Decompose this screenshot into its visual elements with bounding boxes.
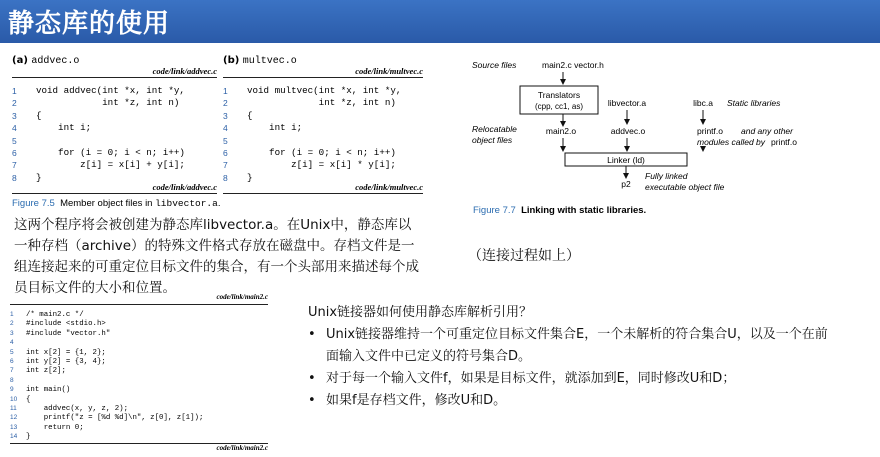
relocatable-label-1: Relocatable: [472, 124, 517, 134]
addvec-panel: [12, 55, 217, 205]
libvector-label: libvector.a: [607, 98, 647, 108]
code-text: }: [247, 171, 253, 183]
line-number: 4: [223, 123, 228, 134]
code-text: #include <stdio.h>: [26, 320, 106, 329]
line-number: 1: [12, 86, 17, 96]
figure-7-7-number: Figure 7.7: [473, 205, 516, 216]
main2-top-rule: [10, 304, 268, 305]
linker-label: Linker (ld): [607, 155, 645, 165]
multvec-path-bottom: code/link/multvec.c: [355, 182, 423, 192]
line-number: 5: [10, 348, 14, 356]
source-file-names: main2.c vector.h: [542, 60, 604, 70]
line-number: 6: [12, 148, 17, 158]
line-number: 1: [10, 311, 14, 318]
addvec-code: [12, 85, 217, 185]
line-number: 7: [10, 367, 14, 375]
code-text: {: [26, 395, 31, 404]
line-number: 3: [223, 110, 228, 121]
line-number: 8: [12, 172, 17, 183]
line-number: 5: [12, 135, 17, 146]
addvec-bottom-rule: [12, 193, 217, 194]
main2-code: [10, 310, 268, 440]
multvec-top-rule: [223, 77, 423, 78]
figure-7-7-text: Linking with static libraries.: [521, 205, 647, 216]
printfo-label: printf.o: [697, 126, 723, 136]
line-number: 11: [10, 405, 17, 412]
line-number: 8: [223, 172, 228, 183]
code-text: int *z, int n): [247, 97, 396, 109]
static-libraries-label: Static libraries: [727, 98, 781, 108]
addvec-label-letter: (a): [12, 55, 28, 66]
figure-7-5-caption: [12, 198, 220, 209]
description-line: 一种存档（archive）的特殊文件格式存放在磁盘中。存档文件是一: [14, 238, 415, 254]
line-number: 2: [10, 320, 14, 328]
bullet-line: 对于每一个输入文件f，如果是目标文件，就添加到E，同时修改U和D；: [326, 371, 736, 386]
library-description: [14, 215, 444, 299]
line-number: 4: [12, 123, 17, 134]
line-number: 10: [10, 395, 18, 403]
line-number: 6: [10, 358, 14, 365]
other-modules-1: and any other: [741, 126, 793, 136]
bullet-line: 如果f是存档文件，修改U和D。: [326, 393, 507, 408]
line-number: 2: [12, 98, 17, 109]
multvec-label: [223, 55, 297, 67]
code-text: {: [247, 109, 253, 121]
source-files-label: Source files: [472, 60, 517, 70]
main2-panel: [10, 293, 268, 454]
multvec-path-top: code/link/multvec.c: [355, 66, 423, 76]
code-text: for (i = 0; i < n; i++): [247, 147, 396, 158]
line-number: 8: [10, 376, 14, 384]
code-text: int *z, int n): [36, 97, 180, 109]
code-text: return 0;: [26, 423, 84, 432]
code-text: z[i] = x[i] * y[i];: [247, 159, 396, 171]
line-number: 6: [223, 148, 228, 158]
main2-path-top: code/link/main2.c: [216, 293, 268, 301]
figure-7-5-end: .: [217, 198, 221, 209]
resolution-section: [308, 302, 873, 412]
addvec-path-bottom: code/link/addvec.c: [152, 182, 217, 192]
line-number: 7: [12, 160, 17, 171]
slide-title: 静态库的使用: [8, 9, 171, 39]
line-number: 5: [223, 135, 228, 146]
code-text: int z[2];: [26, 367, 66, 376]
addveco-label: addvec.o: [610, 126, 646, 136]
code-text: addvec(x, y, z, 2);: [26, 405, 129, 413]
figure-7-5-number: Figure 7.5: [12, 198, 55, 209]
multvec-label-file: multvec.o: [242, 56, 297, 67]
figure-7-7-caption: [473, 205, 646, 216]
code-text: }: [36, 171, 42, 183]
code-text: {: [36, 109, 42, 121]
other-modules-printf: printf.o: [771, 137, 797, 147]
bullet-line: Unix链接器维持一个可重定位目标文件集合E，一个未解析的符合集合U，以及一个在前: [326, 327, 828, 342]
code-text: #include "vector.h": [26, 329, 111, 338]
main2o-label: main2.o: [545, 126, 577, 136]
description-line: 这两个程序将会被创建为静态库libvector.a。在Unix中，静态库以: [14, 217, 412, 233]
multvec-bottom-rule: [223, 193, 423, 194]
bullet-mark: •: [308, 371, 316, 386]
figure-7-5-text: Member object files in: [60, 198, 156, 209]
code-text: int i;: [247, 122, 303, 134]
line-number: 9: [10, 386, 14, 394]
code-text: int i;: [36, 122, 92, 134]
code-text: }: [26, 433, 31, 442]
code-text: void addvec(int *x, int *y,: [36, 85, 185, 96]
line-number: 14: [10, 433, 18, 441]
process-note: （连接过程如上）: [468, 248, 580, 264]
code-text: /* main2.c */: [26, 311, 84, 319]
addvec-top-rule: [12, 77, 217, 78]
code-text: int main(): [26, 386, 71, 395]
p2-label: p2: [621, 179, 631, 189]
bullet-mark: •: [308, 393, 316, 408]
figure-7-5-file: libvector.a: [155, 198, 218, 209]
resolution-bullet: [308, 368, 873, 390]
line-number: 3: [12, 110, 17, 121]
resolution-bullet: [308, 390, 873, 412]
multvec-code: [223, 85, 423, 185]
slide-title-bar: [0, 0, 880, 43]
addvec-path-top: code/link/addvec.c: [152, 66, 217, 76]
multvec-label-letter: (b): [223, 55, 240, 66]
line-number: 2: [223, 98, 228, 109]
linking-diagram: [465, 50, 865, 220]
executable-label-2: executable object file: [645, 182, 725, 192]
line-number: 13: [10, 423, 18, 431]
bullet-mark: •: [308, 327, 316, 342]
translators-sub: (cpp, cc1, as): [534, 102, 584, 111]
line-number: 12: [10, 414, 18, 422]
code-text: int x[2] = {1, 2};: [26, 348, 106, 357]
description-line: 员目标文件的大小和位置。: [14, 280, 176, 296]
code-text: printf("z = [%d %d]\n", z[0], z[1]);: [26, 414, 204, 423]
line-number: 4: [10, 339, 14, 347]
resolution-question: Unix链接器如何使用静态库解析引用？: [308, 305, 533, 320]
description-line: 组连接起来的可重定位目标文件的集合，有一个头部用来描述每个成: [14, 259, 419, 275]
code-text: void multvec(int *x, int *y,: [247, 85, 402, 96]
resolution-bullet: [308, 324, 873, 368]
libc-label: libc.a: [693, 98, 713, 108]
addvec-label: [12, 55, 79, 67]
relocatable-label-2: object files: [472, 135, 513, 145]
bullet-line: 面输入文件中已定义的符号集合D。: [326, 349, 532, 364]
executable-label-1: Fully linked: [645, 171, 688, 181]
code-text: z[i] = x[i] + y[i];: [36, 159, 185, 171]
code-text: int y[2] = {3, 4};: [26, 358, 106, 366]
translators-label: Translators: [537, 90, 581, 100]
line-number: 3: [10, 329, 14, 337]
line-number: 7: [223, 160, 228, 171]
multvec-panel: [223, 55, 423, 205]
main2-path-bottom: code/link/main2.c: [216, 444, 268, 452]
addvec-label-file: addvec.o: [31, 56, 80, 67]
line-number: 1: [223, 86, 228, 96]
other-modules-2: modules called by: [697, 137, 766, 147]
code-text: for (i = 0; i < n; i++): [36, 147, 185, 158]
